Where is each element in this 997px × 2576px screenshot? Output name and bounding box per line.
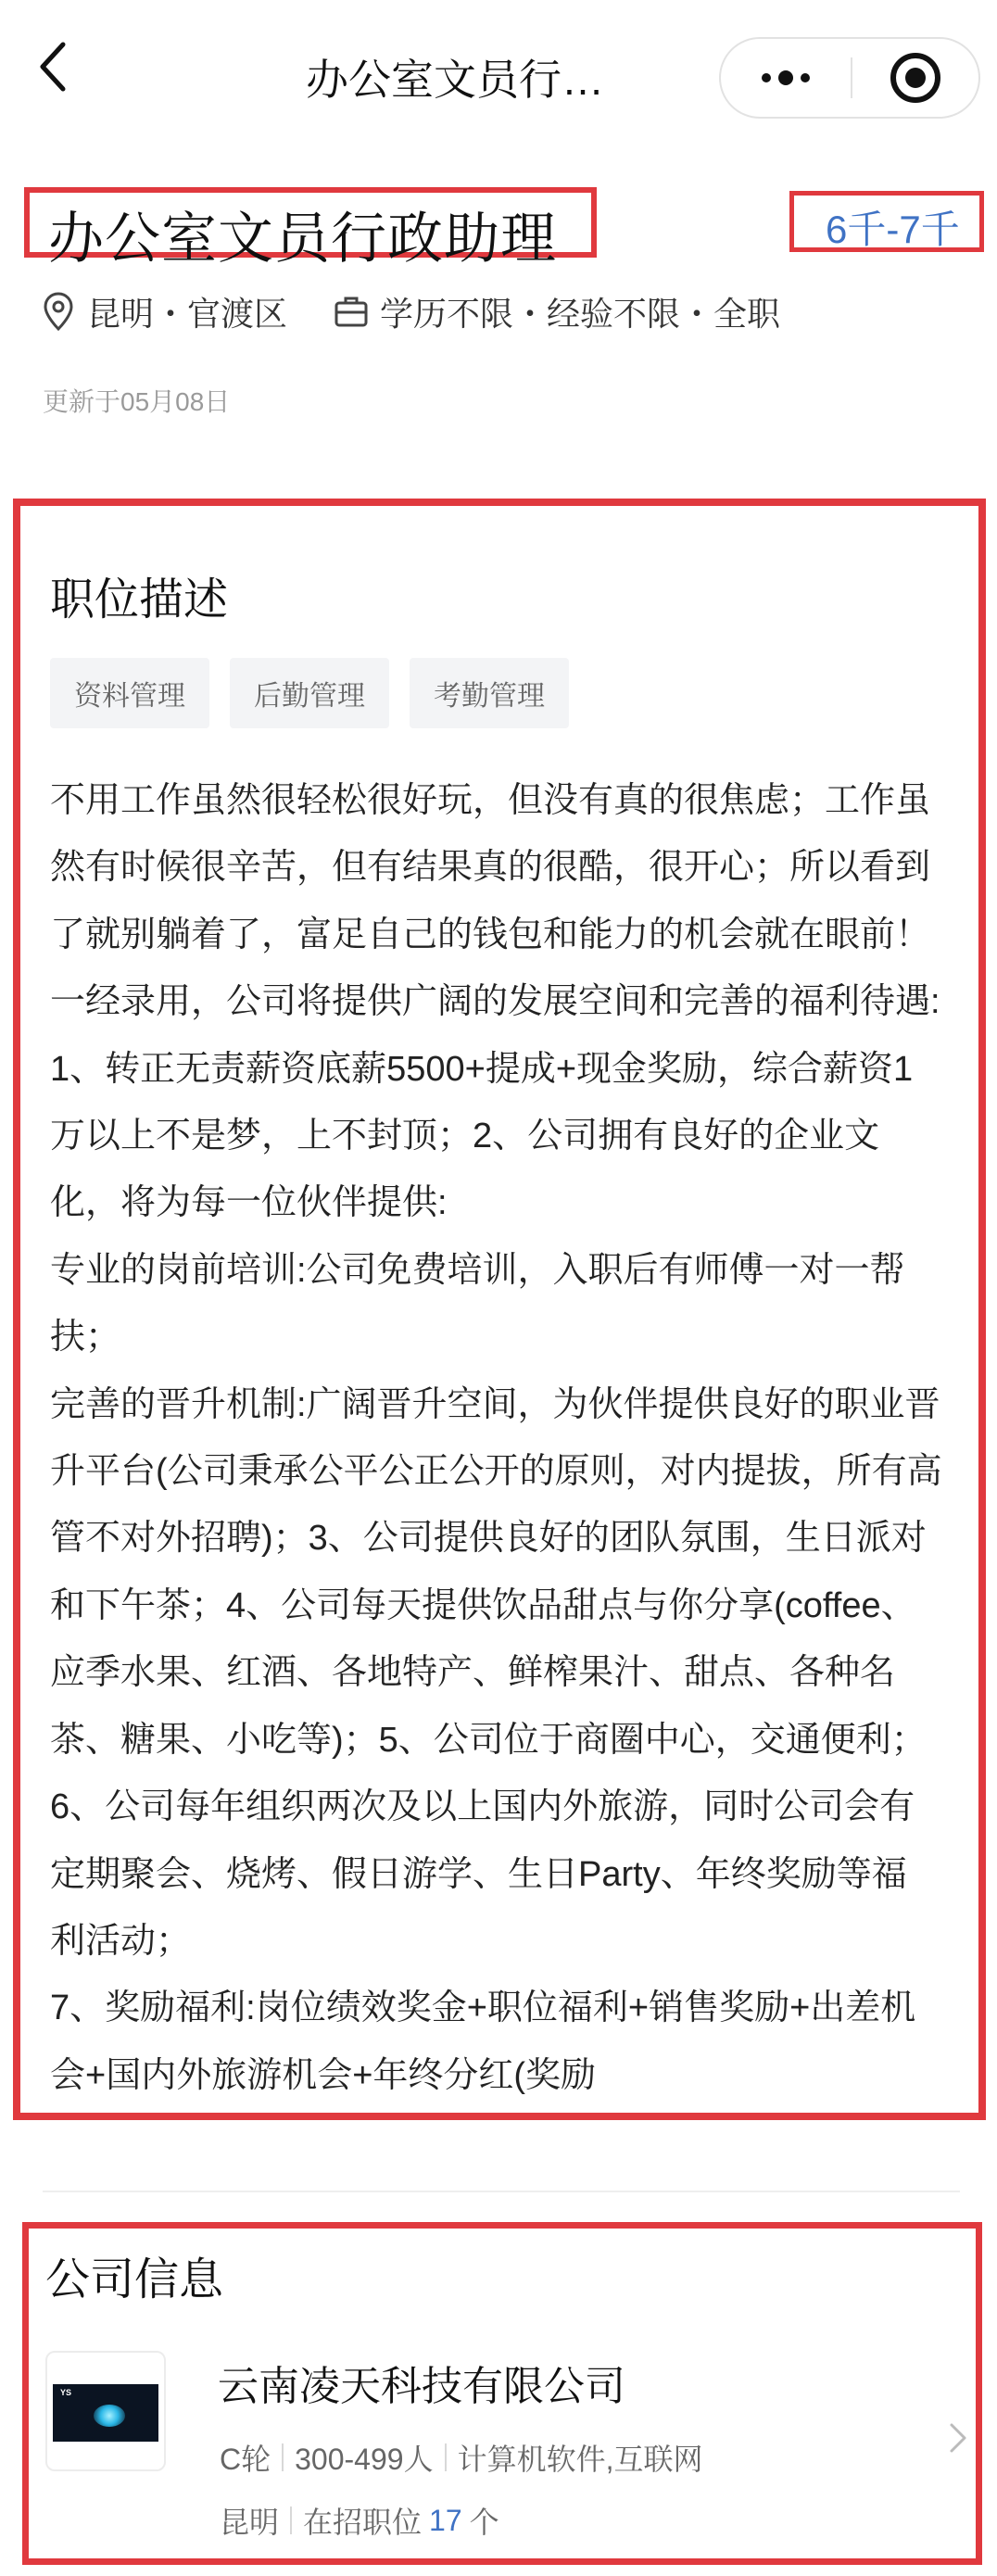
description-line: 管不对外招聘)；3、公司提供良好的团队氛围，生日派对 <box>50 1519 927 1559</box>
company-name: 云南凌天科技有限公司 <box>218 2364 625 2409</box>
description-line: 万以上不是梦，上不封顶；2、公司拥有良好的企业文 <box>50 1117 880 1156</box>
meta-divider <box>445 2443 447 2471</box>
more-button[interactable] <box>721 39 851 117</box>
section-title-company: 公司信息 <box>45 2255 224 2305</box>
briefcase-icon <box>334 290 369 333</box>
description-line: 6、公司每年组织两次及以上国内外旅游，同时公司会有 <box>50 1787 915 1827</box>
more-dots-icon <box>762 70 810 85</box>
description-line: 一经录用，公司将提供广阔的发展空间和完善的福利待遇: <box>50 982 940 1022</box>
skill-tag: 后勤管理 <box>230 658 389 728</box>
top-nav-bar <box>0 0 997 158</box>
description-line: 7、奖励福利:岗位绩效奖金+职位福利+销售奖励+出差机 <box>50 1989 916 2028</box>
hiring-suffix: 个 <box>469 2506 499 2539</box>
update-date: 更新于05月08日 <box>43 387 231 416</box>
company-logo: YS <box>45 2351 166 2471</box>
nav-title: 办公室文员行… <box>306 56 604 104</box>
location-pin-icon <box>41 290 76 333</box>
company-card[interactable] <box>45 2342 963 2539</box>
close-button[interactable] <box>852 39 978 117</box>
salary-highlight <box>789 191 984 252</box>
skill-tag: 资料管理 <box>50 658 209 728</box>
meta-divider <box>290 2507 292 2534</box>
funding-stage: C轮 <box>220 2443 271 2476</box>
job-requirements: 学历不限・经验不限・全职 <box>380 294 781 333</box>
description-line: 1、转正无责薪资底薪5500+提成+现金奖励，综合薪资1 <box>50 1049 914 1089</box>
back-button[interactable] <box>35 39 91 113</box>
company-size: 300-499人 <box>295 2443 434 2476</box>
job-title: 办公室文员行政助理 <box>48 208 557 270</box>
target-close-icon <box>890 53 940 103</box>
skill-tag: 考勤管理 <box>410 658 569 728</box>
description-line: 完善的晋升机制:广阔晋升空间，为伙伴提供良好的职业晋 <box>50 1384 940 1424</box>
chevron-left-icon <box>35 39 72 95</box>
description-line: 和下午茶；4、公司每天提供饮品甜点与你分享(coffee、 <box>50 1585 916 1625</box>
description-line: 应季水果、红酒、各地特产、鲜榨果汁、甜点、各种名 <box>50 1653 896 1693</box>
description-line: 了就别躺着了，富足自己的钱包和能力的机会就在眼前！ <box>50 915 931 954</box>
description-line: 然有时候很辛苦，但有结果真的很酷，很开心；所以看到 <box>50 848 931 888</box>
section-divider <box>43 2191 960 2192</box>
description-line: 专业的岗前培训:公司免费培训，入职后有师傅一对一帮 <box>50 1250 905 1290</box>
description-line: 茶、糖果、小吃等)；5、公司位于商圈中心，交通便利； <box>50 1720 927 1760</box>
company-industry: 计算机软件,互联网 <box>457 2443 703 2476</box>
description-line: 定期聚会、烧烤、假日游学、生日Party、年终奖励等福 <box>50 1854 907 1894</box>
mini-program-capsule <box>719 37 980 119</box>
description-line: 扶； <box>50 1318 121 1357</box>
description-line: 升平台(公司秉承公平公正公开的原则，对内提拔，所有高 <box>50 1452 942 1492</box>
description-body <box>50 767 977 2109</box>
hiring-count: 17 <box>429 2503 462 2537</box>
skill-tags <box>50 658 569 728</box>
job-meta-row <box>41 287 780 335</box>
description-line: 化，将为每一位伙伴提供: <box>50 1183 448 1223</box>
company-info-section <box>22 2222 982 2565</box>
meta-divider <box>282 2443 284 2471</box>
description-line: 利活动； <box>50 1921 192 1961</box>
description-line: 会+国内外旅游机会+年终分红(奖励 <box>50 2055 597 2095</box>
company-meta <box>220 2436 702 2479</box>
job-title-highlight <box>24 187 597 270</box>
salary: 6千-7千 <box>826 208 960 251</box>
chevron-right-icon <box>944 2419 972 2456</box>
job-location: 昆明・官渡区 <box>87 294 288 333</box>
hiring-prefix: 在招职位 <box>303 2506 423 2539</box>
description-line: 不用工作虽然很轻松很好玩，但没有真的很焦虑；工作虽 <box>50 781 931 820</box>
company-city: 昆明 <box>220 2506 280 2539</box>
company-location-row <box>220 2499 499 2542</box>
section-title-description: 职位描述 <box>50 575 229 625</box>
job-description-section <box>13 499 986 2120</box>
